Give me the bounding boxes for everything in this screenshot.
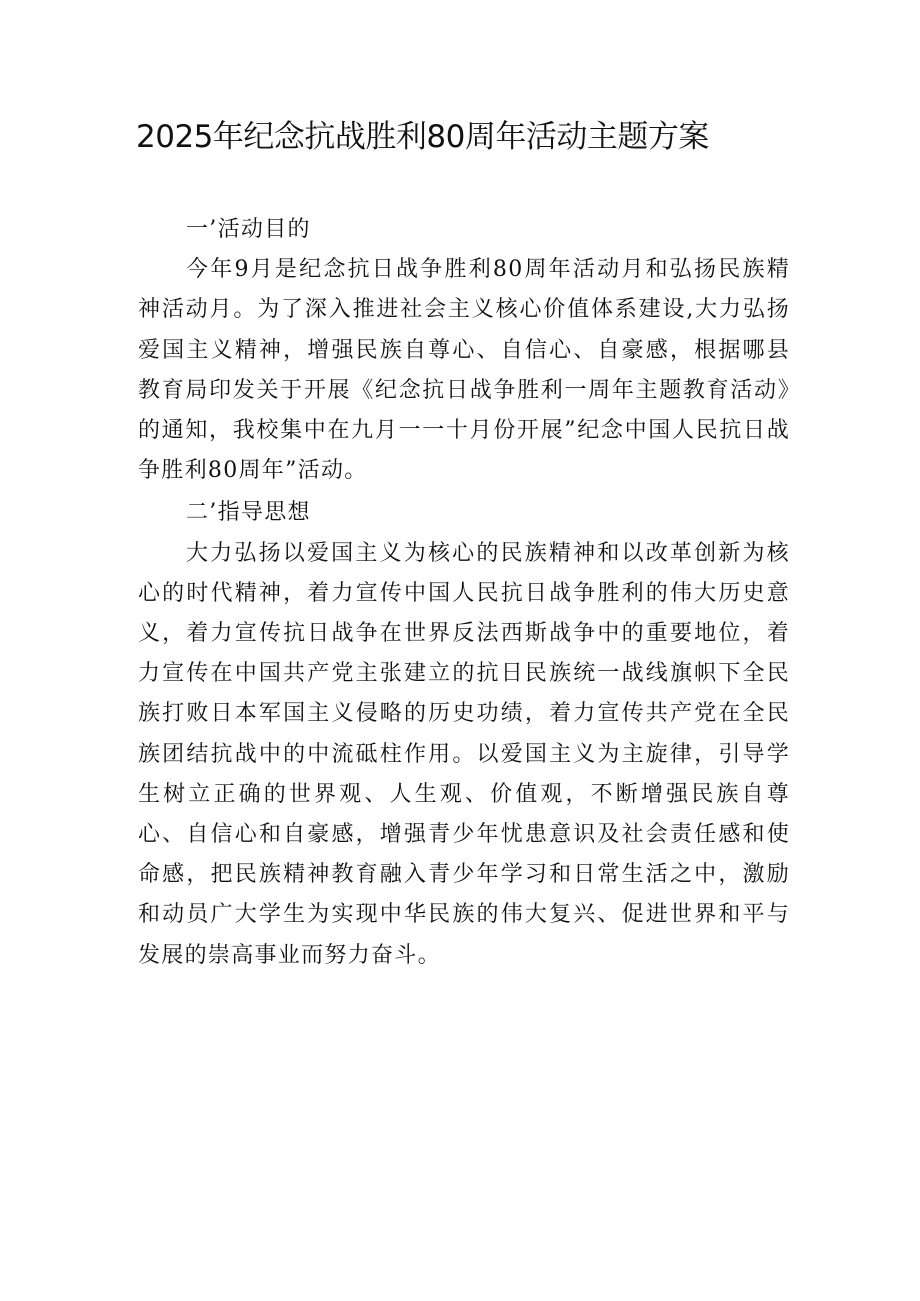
section-heading-purpose: 一’活动目的: [186, 217, 311, 242]
section-paragraph-purpose: 今年9月是纪念抗日战争胜利80周年活动月和弘扬民族精神活动月。为了深入推进社会主义核心价值体系建设,大力弘扬爱国主义精神，增强民族自尊心、自信心、自豪感，根据哪县教育局印发关于开展《纪念抗日战争胜利一周年主题教育活动》的通知，我校集中在九月一一十月份开展”纪念中国人民抗日战争胜利80周年”活动。: [138, 257, 790, 484]
document-title: 2025年纪念抗战胜利80周年活动主题方案: [136, 119, 709, 155]
section-paragraph-guiding-ideology: 大力弘扬以爱国主义为核心的民族精神和以改革创新为核心的时代精神，着力宣传中国人民抗日战争胜利的伟大历史意义，着力宣传抗日战争在世界反法西斯战争中的重要地位，着力宣传在中国共产党主张建立的抗日民族统一战线旗帜下全民族打败日本军国主义侵略的历史功绩，着力宣传共产党在全民族团结抗战中的中流砥柱作用。以爱国主义为主旋律，引导学生树立正确的世界观、人生观、价值观，不断增强民族自尊心、自信心和自豪感，增强青少年忧患意识及社会责任感和使命感，把民族精神教育融入青少年学习和日常生活之中，激励和动员广大学生为实现中华民族的伟大复兴、促进世界和平与发展的崇高事业而努力奋斗。: [138, 540, 790, 968]
document-body: [138, 210, 790, 976]
section-heading-guiding-ideology: 二’指导思想: [186, 500, 311, 526]
